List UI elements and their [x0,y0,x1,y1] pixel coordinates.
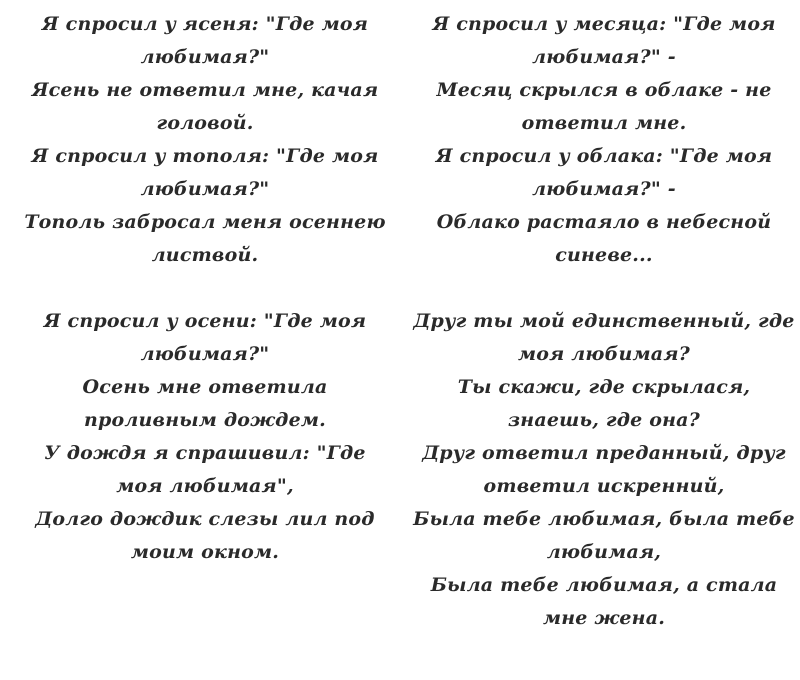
stanza [410,305,798,635]
poem-line: Ясень не ответил мне, качая головой. [31,79,379,134]
poem-line: Я спросил у ясеня: "Где моя любимая?" [41,13,369,68]
poem-line: Месяц скрылся в облаке - не ответил мне. [436,79,772,134]
poem-line: Друг ответил преданный, друг ответил искренний, [422,442,786,497]
poem-line: Тополь забросал меня осеннею листвой. [24,211,386,266]
poem-line: Я спросил у осени: "Где моя любимая?" [43,310,367,365]
poem-line: У дождя я спрашивил: "Где моя любимая", [44,442,366,497]
poem-line: Была тебе любимая, была тебе любимая, [413,508,795,563]
poem-line: Друг ты мой единственный, где моя любимая? [413,310,795,365]
poem-line: Была тебе любимая, а стала мне жена. [430,574,778,629]
poem-line: Осень мне ответила проливным дождем. [82,376,328,431]
stanza [410,8,798,272]
poem-line: Долго дождик слезы лил под моим окном. [35,508,375,563]
poem-column-left [20,8,390,569]
poem-line: Я спросил у облака: "Где моя любимая?" - [435,145,773,200]
stanza [20,305,390,569]
poem-line: Я спросил у месяца: "Где моя любимая?" - [432,13,776,68]
poem-line: Я спросил у тополя: "Где моя любимая?" [31,145,379,200]
stanza [20,8,390,272]
poem-line: Облако растаяло в небесной синеве... [436,211,772,266]
poem-column-right [410,8,798,635]
poem-line: Ты скажи, где скрылася, знаешь, где она? [457,376,751,431]
